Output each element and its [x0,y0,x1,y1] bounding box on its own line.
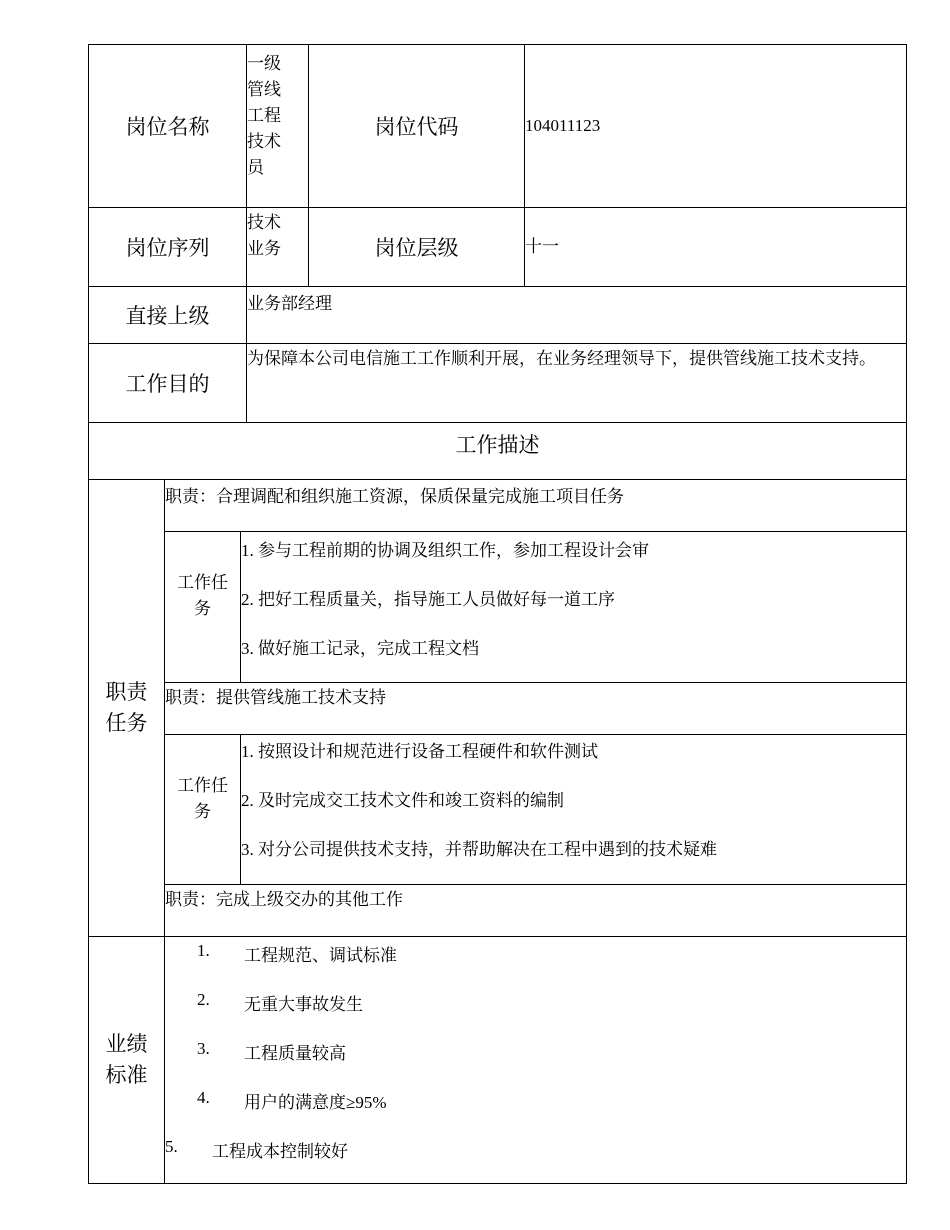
duty-1-task-2: 2. 把好工程质量关，指导施工人员做好每一道工序 [241,590,615,609]
supervisor-label: 直接上级 [89,287,247,344]
duty-1-title: 职责：合理调配和组织施工资源，保质保量完成施工项目任务 [165,480,906,532]
post-level-label: 岗位层级 [309,208,525,287]
duty-1-task-label [165,532,241,683]
duty-2-task-3: 3. 对分公司提供技术支持，并帮助解决在工程中遇到的技术疑难 [241,840,717,859]
duty-2-task-label [165,735,241,885]
post-series-label: 岗位序列 [89,208,247,287]
performance-item-2-number: 2. [197,990,210,1009]
duty-2-task-2: 2. 及时完成交工技术文件和竣工资料的编制 [241,791,564,810]
post-level-value: 十一 [525,208,906,287]
performance-list [165,937,906,1183]
duty-1-task-label-text: 工作任务 [177,573,228,618]
performance-item-2: 无重大事故发生 [244,995,363,1014]
performance-item-4-number: 4. [197,1088,210,1107]
performance-item-3-number: 3. [197,1039,210,1058]
performance-item-1-number: 1. [197,941,210,960]
duty-3-title: 职责：完成上级交办的其他工作 [165,885,906,937]
performance-item-5: 工程成本控制较好 [212,1142,348,1161]
purpose-label: 工作目的 [89,344,247,423]
performance-label-text: 业绩标准 [105,1032,148,1087]
performance-item-3: 工程质量较高 [244,1044,346,1063]
purpose-value: 为保障本公司电信施工工作顺利开展，在业务经理领导下，提供管线施工技术支持。 [247,344,906,423]
responsibility-label [89,480,165,937]
duty-2-title: 职责：提供管线施工技术支持 [165,683,906,735]
responsibility-label-text: 职责任务 [105,680,148,735]
performance-item-4: 用户的满意度≥95% [244,1093,387,1112]
post-series-value: 技术业务 [247,208,309,287]
job-description-table [88,44,907,1184]
supervisor-value: 业务部经理 [247,287,906,344]
duty-2-task-label-text: 工作任务 [177,776,228,821]
duty-1-task-1: 1. 参与工程前期的协调及组织工作，参加工程设计会审 [241,541,649,560]
description-title: 工作描述 [89,423,906,480]
duty-2-task-1: 1. 按照设计和规范进行设备工程硬件和软件测试 [241,742,598,761]
performance-label [89,937,165,1183]
post-name-label: 岗位名称 [89,45,247,208]
post-code-value: 104011123 [525,45,906,208]
post-name-value: 一级管线工程技术员 [247,45,309,208]
performance-item-5-number: 5. [165,1137,178,1156]
duty-1-task-list [241,532,906,683]
post-code-label: 岗位代码 [309,45,525,208]
duty-2-task-list [241,735,906,885]
duty-1-task-3: 3. 做好施工记录，完成工程文档 [241,639,479,658]
performance-item-1: 工程规范、调试标准 [244,946,397,965]
